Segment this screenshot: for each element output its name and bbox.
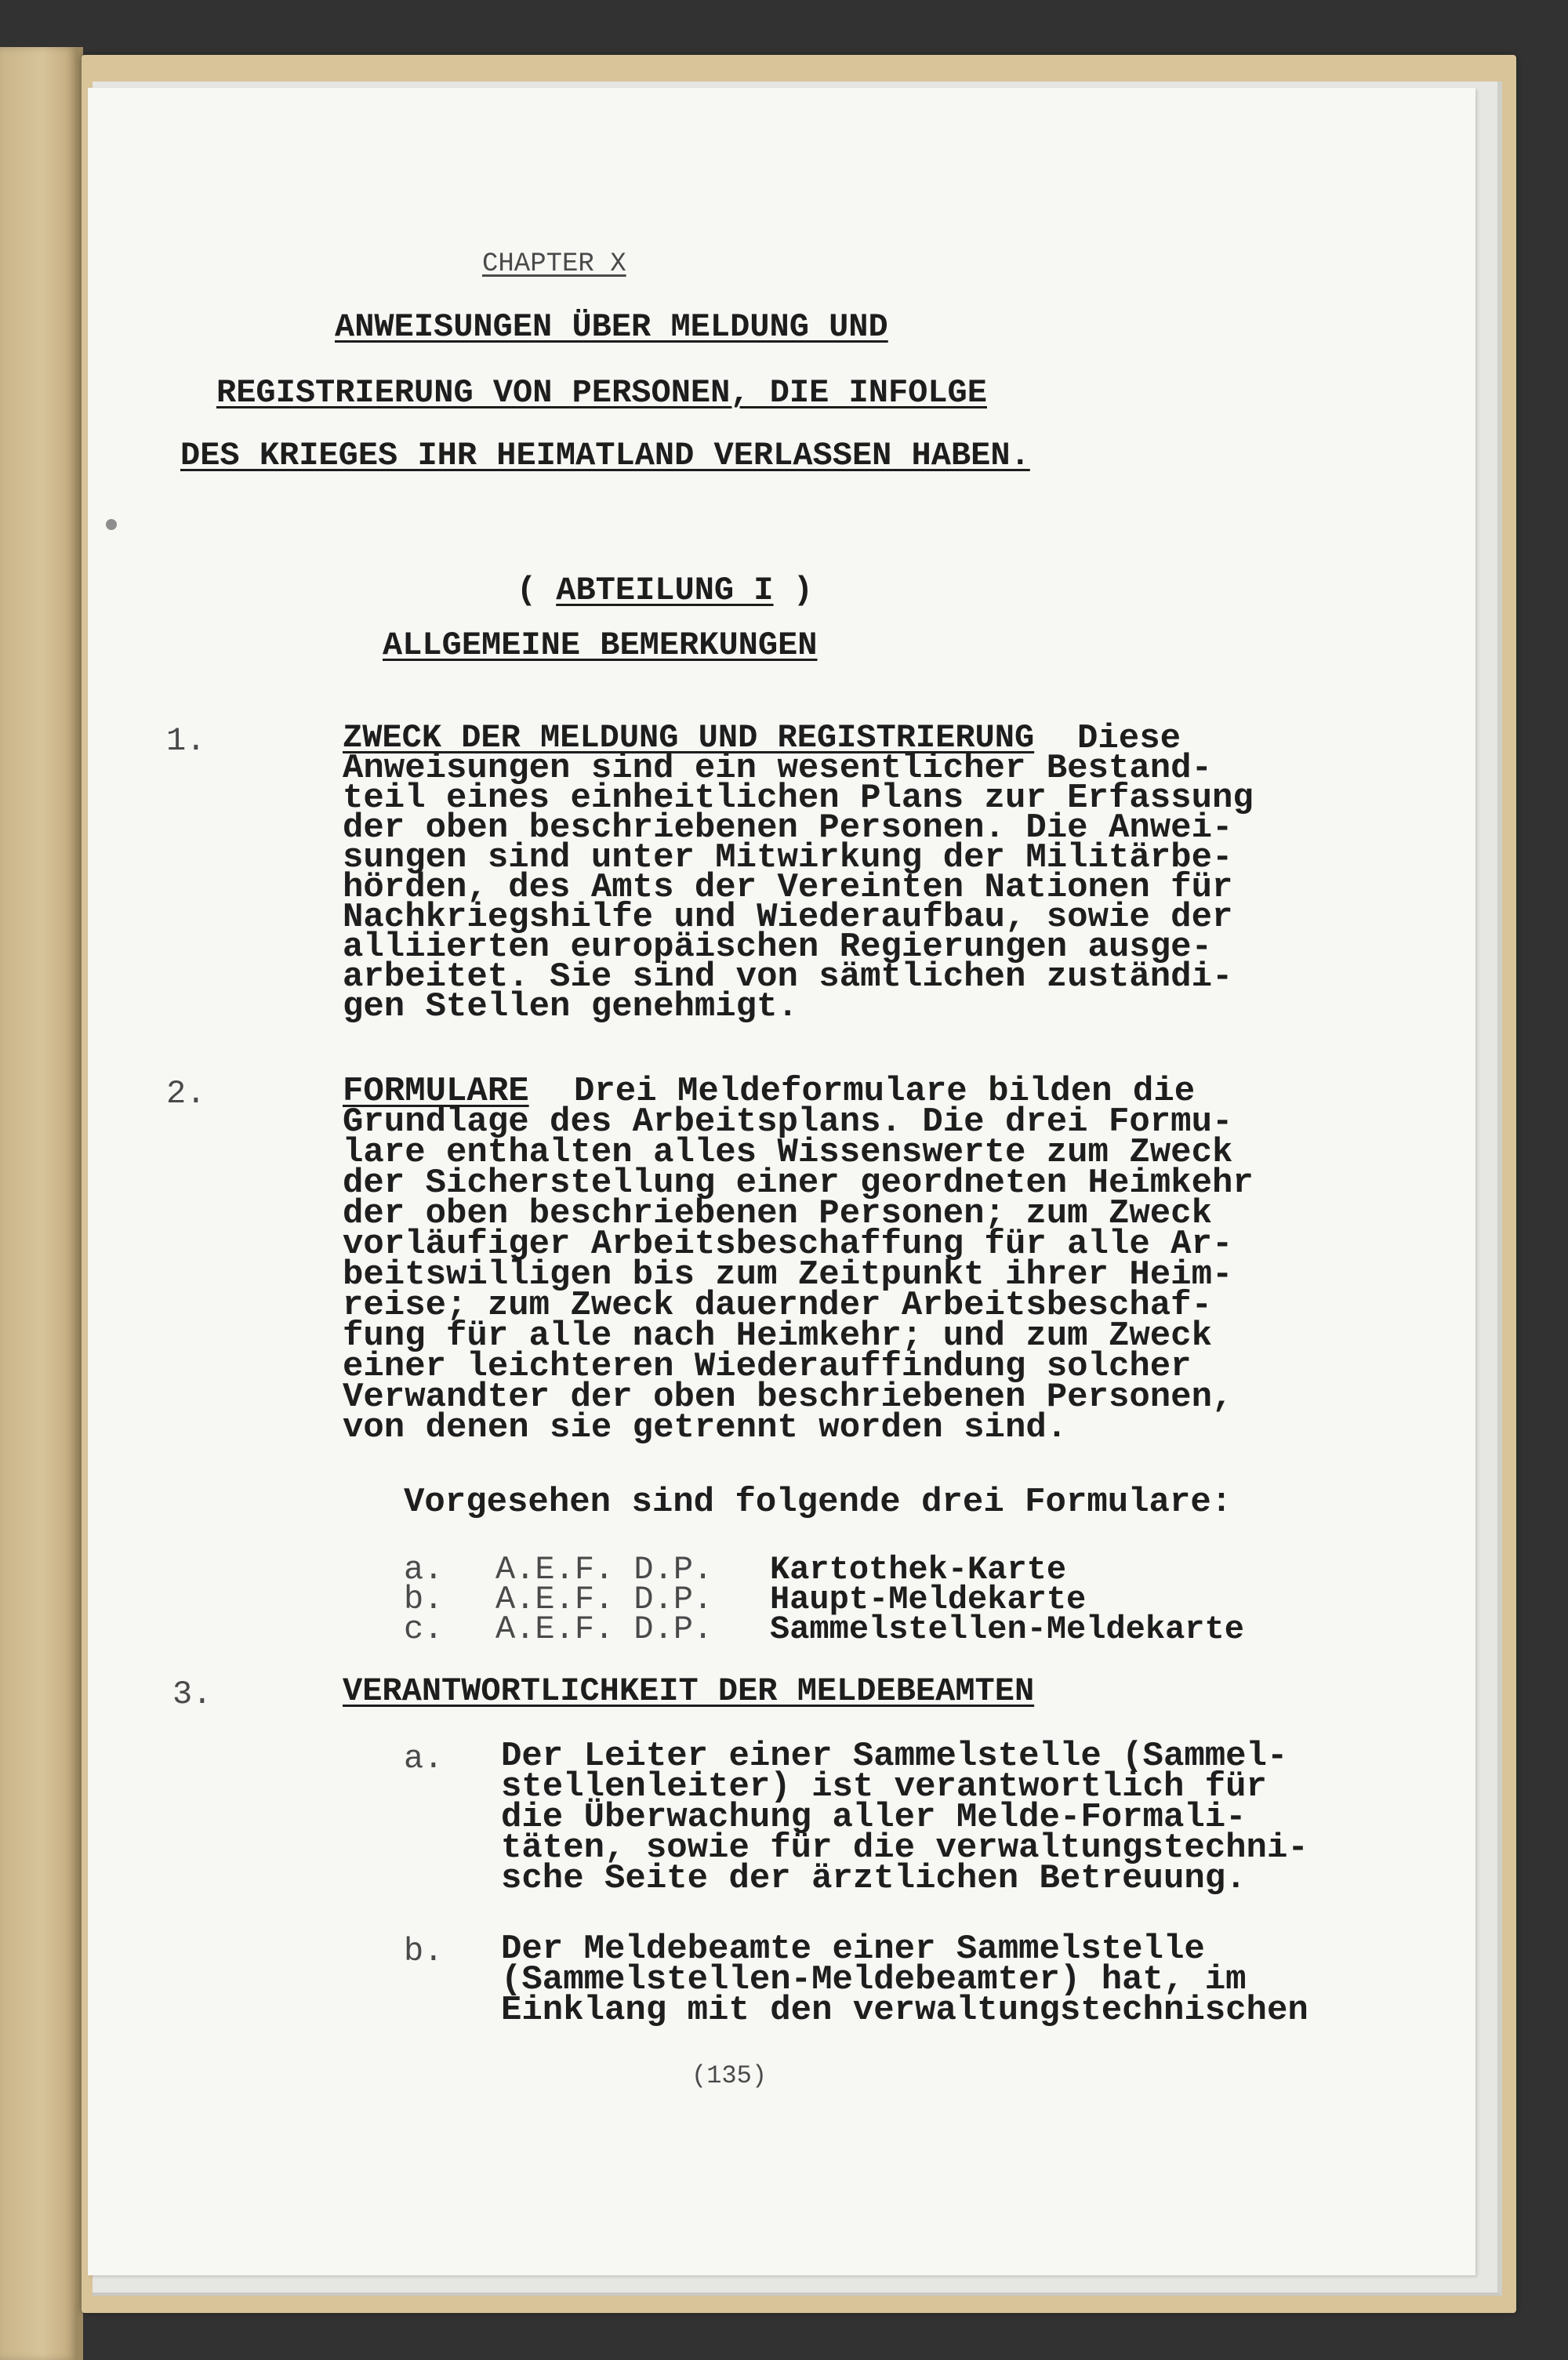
form-code: A.E.F. D.P. xyxy=(495,1610,713,1648)
item-2-number: 2. xyxy=(166,1075,206,1113)
item-2-line: beitswilligen bis zum Zeitpunkt ihrer Heim- xyxy=(343,1255,1233,1294)
subitem-a-line: sche Seite der ärztlichen Betreuung. xyxy=(501,1859,1247,1898)
item-2-line: lare enthalten alles Wissenswerte zum Zweck xyxy=(343,1133,1233,1172)
item-2-line: einer leichteren Wiederauffindung solcher xyxy=(343,1347,1192,1386)
subitem-a-line: die Überwachung aller Melde-Formali- xyxy=(501,1798,1247,1837)
punch-hole-mark xyxy=(106,519,117,530)
item-2-line: Grundlage des Arbeitsplans. Die drei Formu- xyxy=(343,1102,1233,1142)
document-page xyxy=(88,88,1475,2275)
form-name: Haupt-Meldekarte xyxy=(770,1581,1087,1618)
item-1-line: Nachkriegshilfe und Wiederaufbau, sowie der xyxy=(343,898,1233,937)
item-1-line: sungen sind unter Mitwirkung der Militärbe- xyxy=(343,838,1233,877)
chapter-label: CHAPTER X xyxy=(482,249,626,279)
form-code: A.E.F. D.P. xyxy=(495,1551,713,1588)
form-letter: c. xyxy=(404,1610,444,1648)
form-name: Kartothek-Karte xyxy=(770,1551,1067,1588)
title-line-2: REGISTRIERUNG VON PERSONEN, DIE INFOLGE xyxy=(216,374,987,412)
item-1-line: arbeitet. Sie sind von sämtlichen zuständi- xyxy=(343,957,1233,997)
item-1-first-line-rest: Diese xyxy=(1077,719,1181,758)
forms-intro: Vorgesehen sind folgende drei Formulare: xyxy=(404,1483,1232,1522)
subitem-b-line: (Sammelstellen-Meldebeamter) hat, im xyxy=(501,1960,1247,1999)
form-letter: a. xyxy=(404,1551,444,1588)
abteilung-heading xyxy=(437,541,813,640)
item-3-heading: VERANTWORTLICHKEIT DER MELDEBEAMTEN xyxy=(343,1672,1035,1710)
item-1-heading: ZWECK DER MELDUNG UND REGISTRIERUNG xyxy=(343,719,1035,757)
form-name: Sammelstellen-Meldekarte xyxy=(770,1610,1244,1648)
form-letter: b. xyxy=(404,1581,444,1618)
page-number: (135) xyxy=(691,2061,768,2090)
subitem-a-line: täten, sowie für die verwaltungstechni- xyxy=(501,1828,1308,1868)
item-1-line: gen Stellen genehmigt. xyxy=(343,987,798,1026)
item-1-line: der oben beschriebenen Personen. Die Anwei- xyxy=(343,808,1233,848)
item-2-first-line-rest: Drei Meldeformulare bilden die xyxy=(574,1072,1196,1111)
abteilung-open-paren: ( xyxy=(516,572,537,609)
title-line-1: ANWEISUNGEN ÜBER MELDUNG UND xyxy=(335,308,888,346)
item-2-heading: FORMULARE xyxy=(343,1072,529,1111)
item-3-number: 3. xyxy=(172,1676,212,1713)
subitem-letter: b. xyxy=(404,1933,444,1970)
item-1-number: 1. xyxy=(166,722,206,760)
item-2-line: reise; zum Zweck dauernder Arbeitsbeschaf- xyxy=(343,1286,1212,1325)
item-1-line: teil eines einheitlichen Plans zur Erfassung xyxy=(343,779,1254,818)
item-1-line: alliierten europäischen Regierungen ausge- xyxy=(343,928,1212,967)
subitem-b-line: Einklang mit den verwaltungstechnischen xyxy=(501,1991,1308,2030)
folder-cover-left xyxy=(0,47,77,2360)
abteilung-close-paren: ) xyxy=(793,572,813,609)
title-line-3: DES KRIEGES IHR HEIMATLAND VERLASSEN HABEN. xyxy=(180,437,1030,474)
section-heading: ALLGEMEINE BEMERKUNGEN xyxy=(383,626,818,664)
subitem-b-line: Der Meldebeamte einer Sammelstelle xyxy=(501,1930,1205,1969)
item-2-line: der oben beschriebenen Personen; zum Zweck xyxy=(343,1194,1212,1233)
form-code: A.E.F. D.P. xyxy=(495,1581,713,1618)
item-2-line: Verwandter der oben beschriebenen Personen, xyxy=(343,1378,1233,1417)
item-1-line: hörden, des Amts der Vereinten Nationen für xyxy=(343,868,1233,907)
subitem-a-line: stellenleiter) ist verantwortlich für xyxy=(501,1767,1267,1806)
item-2-line: fung für alle nach Heimkehr; und zum Zweck xyxy=(343,1316,1212,1356)
item-2-line: von denen sie getrennt worden sind. xyxy=(343,1408,1068,1447)
item-2-line: vorläufiger Arbeitsbeschaffung für alle Ar- xyxy=(343,1225,1233,1264)
abteilung-label: ABTEILUNG I xyxy=(556,572,774,609)
subitem-a-line: Der Leiter einer Sammelstelle (Sammel- xyxy=(501,1737,1288,1776)
subitem-letter: a. xyxy=(404,1740,444,1777)
item-1-line: Anweisungen sind ein wesentlicher Bestand- xyxy=(343,749,1212,788)
item-2-line: der Sicherstellung einer geordneten Heimkehr xyxy=(343,1164,1254,1203)
